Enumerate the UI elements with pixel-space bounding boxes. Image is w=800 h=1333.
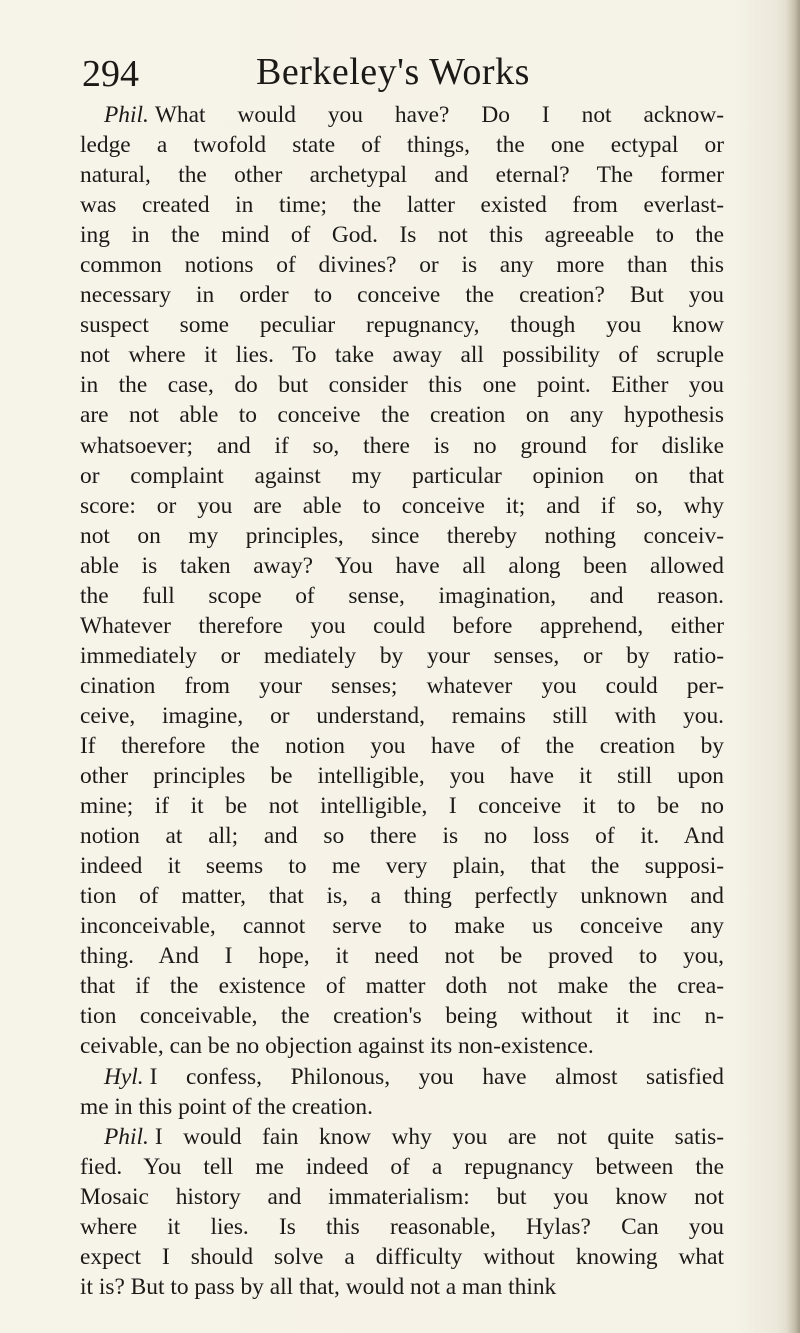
text-line: score: or you are able to conceive it; and if so, why — [80, 492, 724, 519]
page-number: 294 — [82, 53, 139, 95]
text-line: suspect some peculiar repugnancy, though you know — [80, 312, 724, 339]
speaker-name: Phil. — [104, 1123, 149, 1150]
text-line: able is taken away? You have all along been allowed — [80, 552, 724, 579]
body-text — [80, 100, 724, 1302]
text-line: tion of matter, that is, a thing perfectly unknown and — [80, 883, 724, 910]
text-line: are not able to conceive the creation on any hypothesis — [80, 402, 724, 429]
text-line: Whatever therefore you could before apprehend, either — [80, 612, 724, 639]
text-line: other principles be intelligible, you have it still upon — [80, 763, 724, 790]
text-line: tion conceivable, the creation's being without it inc n- — [80, 1003, 724, 1030]
text-line: ceive, imagine, or understand, remains still with you. — [80, 702, 724, 729]
running-title: Berkeley's Works — [256, 51, 530, 93]
text-line: cination from your senses; whatever you could per- — [80, 672, 724, 699]
text-line: it is? But to pass by all that, would not a man think — [80, 1273, 557, 1300]
text-line: where it lies. Is this reasonable, Hylas? Can you — [80, 1213, 724, 1240]
text-line: fied. You tell me indeed of a repugnancy between the — [80, 1153, 724, 1180]
text-line: was created in time; the latter existed from everlast- — [80, 192, 724, 219]
text-line: ledge a twofold state of things, the one ectypal or — [80, 132, 724, 159]
text-line: that if the existence of matter doth not make the crea- — [80, 973, 724, 1000]
text-line: indeed it seems to me very plain, that the supposi- — [80, 853, 724, 880]
speech-text: I would fain know why you are not quite satis- — [154, 1123, 724, 1150]
text-line: natural, the other archetypal and eternal? The former — [80, 162, 724, 189]
text-line: notion at all; and so there is no loss of it. And — [80, 823, 724, 850]
text-line: the full scope of sense, imagination, and reason. — [80, 582, 724, 609]
text-line: thing. And I hope, it need not be proved to you, — [80, 943, 724, 970]
speech-first-line — [80, 1122, 724, 1152]
text-line: me in this point of the creation. — [80, 1093, 373, 1120]
page-edge-shadow — [786, 0, 800, 1333]
speech-first-line — [80, 100, 724, 130]
text-line: immediately or mediately by your senses, or by ratio- — [80, 642, 724, 669]
speaker-name: Hyl. — [104, 1063, 144, 1090]
text-line: not on my principles, since thereby nothing conceiv- — [80, 522, 724, 549]
text-line: whatsoever; and if so, there is no ground for dislike — [80, 432, 724, 459]
text-line: mine; if it be not intelligible, I conceive it to be no — [80, 793, 724, 820]
speech-text: What would you have? Do I not acknow- — [154, 102, 724, 128]
text-line: ing in the mind of God. Is not this agreeable to the — [80, 222, 724, 249]
text-line: in the case, do but consider this one point. Either you — [80, 372, 724, 399]
speech-first-line — [80, 1062, 724, 1092]
text-line: common notions of divines? or is any more than this — [80, 252, 724, 279]
text-line: not where it lies. To take away all possibility of scruple — [80, 342, 724, 369]
text-line: necessary in order to conceive the creation? But you — [80, 282, 724, 309]
text-line: Mosaic history and immaterialism: but you know not — [80, 1183, 724, 1210]
page-header — [80, 42, 720, 102]
speech-text: I confess, Philonous, you have almost satisfied — [149, 1063, 724, 1090]
text-line: inconceivable, cannot serve to make us conceive any — [80, 913, 724, 940]
text-line: ceivable, can be no objection against its non-existence. — [80, 1033, 594, 1060]
text-line: If therefore the notion you have of the creation by — [80, 732, 724, 759]
text-line: or complaint against my particular opinion on that — [80, 462, 724, 489]
text-line: expect I should solve a difficulty without knowing what — [80, 1243, 724, 1270]
speaker-name: Phil. — [104, 102, 149, 128]
